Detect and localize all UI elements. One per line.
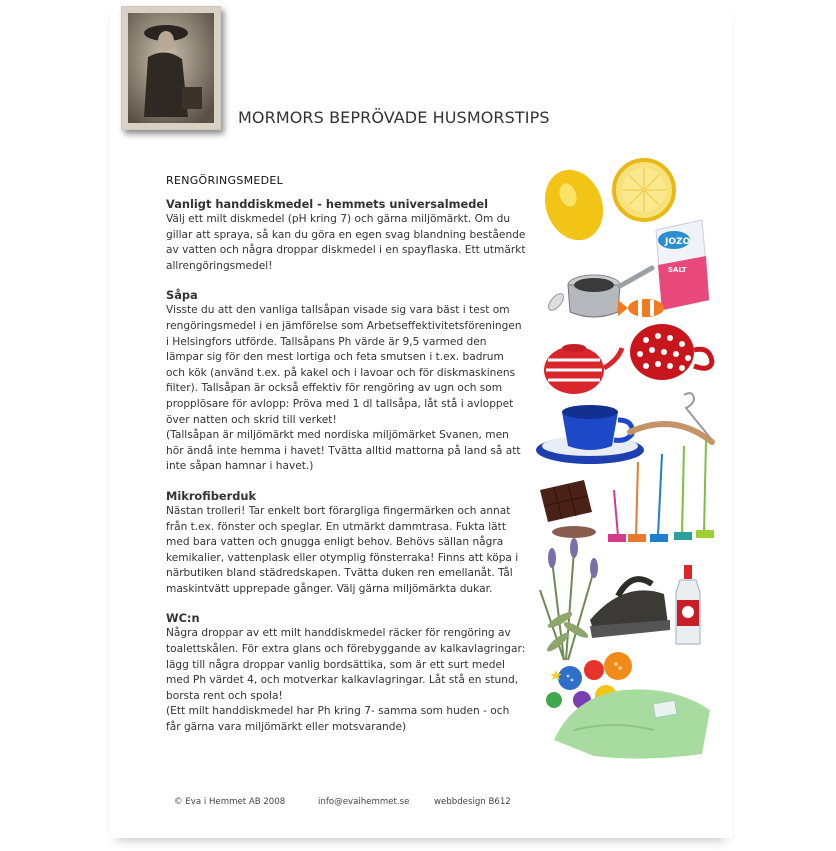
salt-box-brand: JOZO [665,237,691,247]
article-wc [166,611,526,735]
article-title: Mikrofiberduk [166,488,257,503]
clothes-hanger-icon [630,393,712,442]
article-mikrofiberduk [166,489,526,598]
clownfish-icon [618,299,664,317]
section-heading: RENGÖRINGSMEDEL [166,174,284,187]
lavender-icon [540,538,598,660]
main-content [166,174,526,750]
copyright-text: © Eva i Hemmet AB 2008 [174,797,286,807]
article-body: Några droppar av ett milt handdiskmedel räcker för rengöring av toalettskålen. För extra glans och förebyggande av kalkavlagringar: lägg till några droppar vanlig bordsättika, som är ett surt medel med Ph värdet 4, och motverkar kalkavlagringar. Låt stå en stund, borsta rent och spola! (Ett milt handdiskmedel har Ph kring 7- samma som huden - och får gärna vara miljömärkt eller motsvarande) [166,627,526,734]
flat-iron-icon [590,579,670,638]
spirit-bottle-icon [676,565,700,644]
article-title: WC:n [166,611,200,626]
site-title: MORMORS BEPRÖVADE HUSMORSTIPS [238,108,550,127]
article-body: Visste du att den vanliga tallsåpan visade sig vara bäst i test om rengöringsmedel i en jämförelse som Arbetseffektivitetsföreningen i Helsingfors utförde. Tallsåpans Ph värde är 9,5 varmed den lämpar sig för den mest lortiga och feta smutsen i t.ex. badrum och kök (använd t.ex. på kakel och i lavoar och för diskmaskinens filter). Tallsåpan är också effektiv för rengöring av ugn och som propplösare för avlopp: Pröva med 1 dl tallsåpa, låt stå i avloppet över natten och skrid till verket! (Tallsåpan är miljömärkt med nordiska miljömärket Svanen, men hör ändå inte hemma i havet! Tvätta alltid mattorna på land så att inte såpan hamnar i havet.) [166,304,522,473]
article-sapa [166,288,526,475]
lemon-icon [535,158,674,248]
credit-link[interactable]: webbdesign B612 [434,797,511,807]
article-body: Välj ett milt diskmedel (pH kring 7) och gärna miljömärkt. Om du gillar att spraya, så kan du göra en egen svag blandning bestående av vatten och några droppar diskmedel i en spayflaska. Ett utmärkt allrengöringsmedel! [166,213,526,272]
article-title: Såpa [166,288,198,303]
article-diskmedel [166,197,526,274]
article-title: Vanligt handdiskmedel - hemmets universalmedel [166,197,488,211]
teapot-icon [544,324,712,394]
email-link[interactable]: info@evaihemmet.se [318,797,410,807]
sidebar-illustrations [534,150,724,760]
teacup-icon [536,405,644,464]
salt-box-label: SALT [668,266,687,274]
chocolate-icon [540,480,596,538]
salt-box-icon [656,220,709,310]
article-body: Nästan trolleri! Tar enkelt bort förargliga fingermärken och annat från t.ex. fönster och speglar. En utmärkt dammtrasa. Fukta lätt med bara vatten och gnugga enligt behov. Behövs sällan några kemikalier, vattenplask eller otymplig fönsterraka! Finns att köpa i närbutiken bland städredskapen. Tvätta duken ren emellanåt. Tål maskintvätt upprepade gånger. Välj gärna miljömärkta dukar. [166,504,519,595]
portrait-photo-icon [121,6,221,130]
